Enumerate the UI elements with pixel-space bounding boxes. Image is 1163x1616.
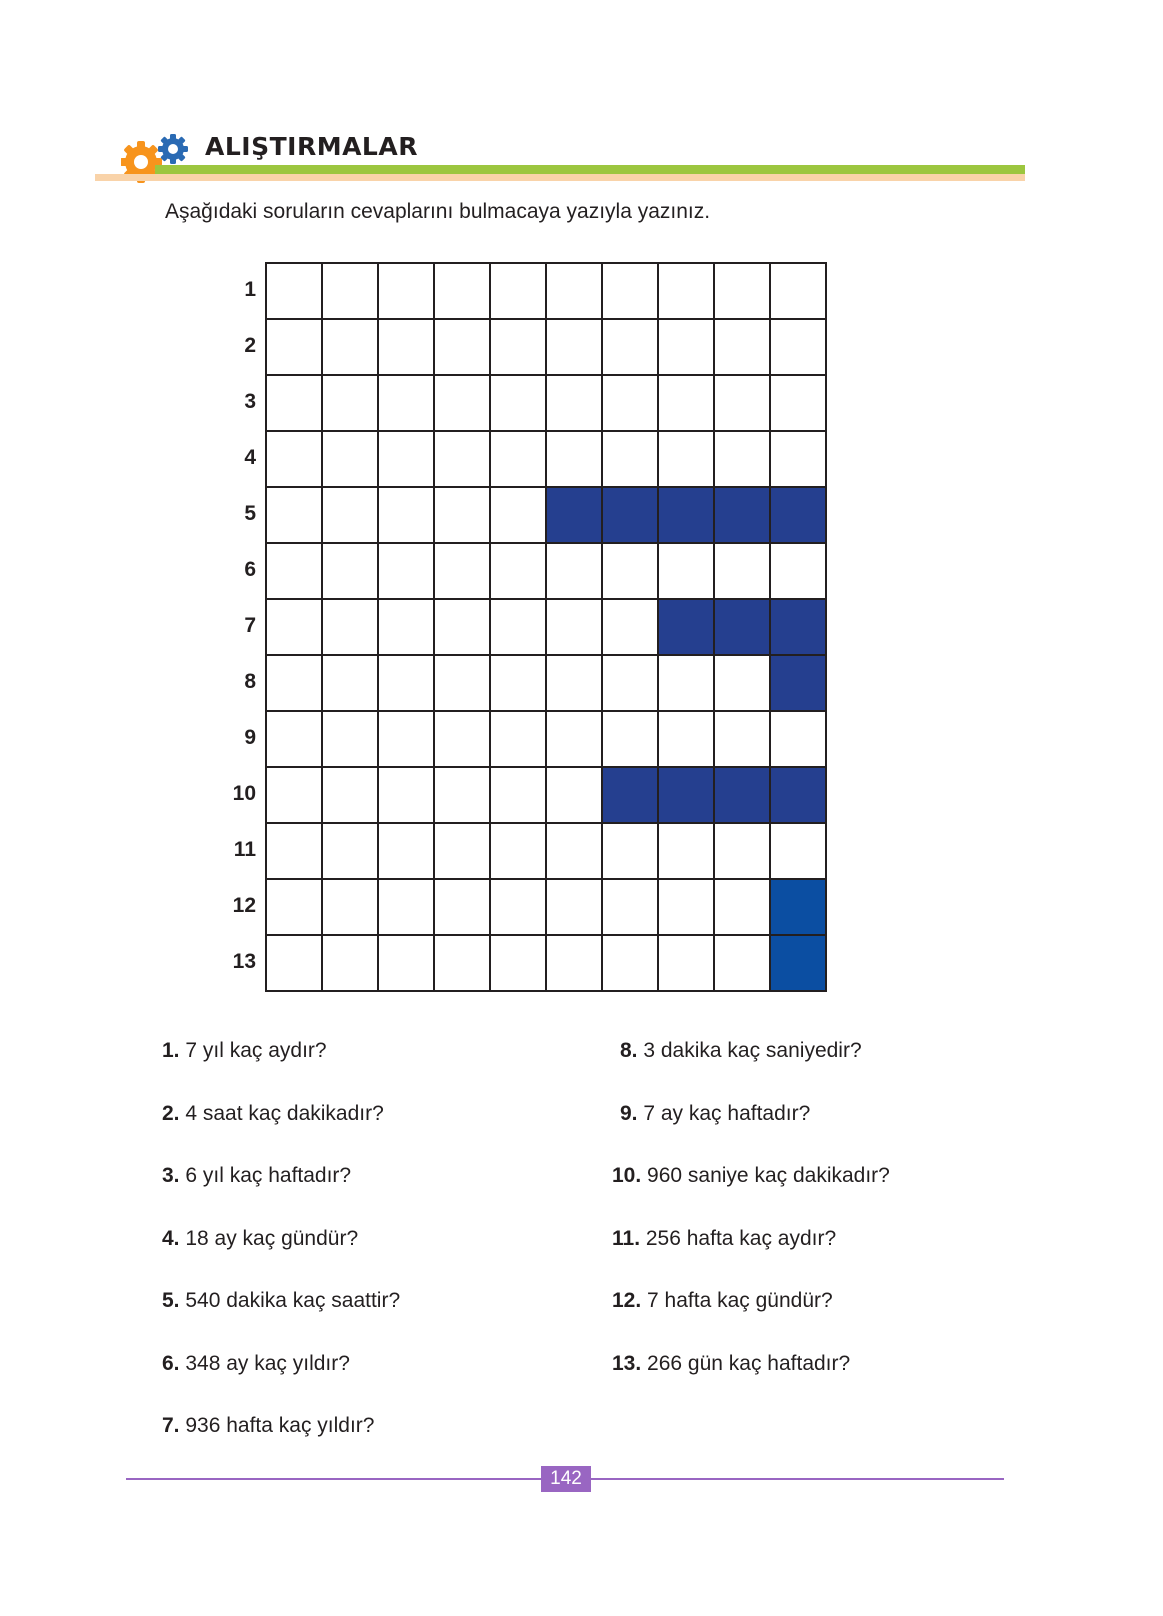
- grid-cell[interactable]: [267, 600, 323, 656]
- row-labels: [220, 262, 262, 990]
- grid-cell[interactable]: [547, 264, 603, 320]
- question-text: 7 yıl kaç aydır?: [179, 1039, 327, 1062]
- grid-cell[interactable]: [659, 264, 715, 320]
- grid-cell[interactable]: [435, 376, 491, 432]
- question-number: 11.: [612, 1226, 641, 1250]
- question-text: 18 ay kaç gündür?: [179, 1226, 359, 1250]
- footer-line-right: [591, 1478, 1004, 1480]
- grid-cell[interactable]: [659, 712, 715, 768]
- grid-cell[interactable]: [323, 264, 379, 320]
- grid-cell-shaded: [771, 936, 827, 992]
- grid-cell[interactable]: [323, 432, 379, 488]
- grid-cell[interactable]: [379, 432, 435, 488]
- question-item: [162, 1414, 374, 1438]
- grid-cell[interactable]: [659, 824, 715, 880]
- grid-cell[interactable]: [491, 264, 547, 320]
- grid-cell[interactable]: [547, 936, 603, 992]
- instruction-text: Aşağıdaki soruların cevaplarını bulmacaya yazıyla yazınız.: [165, 200, 711, 223]
- row-label: 7: [244, 614, 256, 637]
- question-item: [162, 1227, 358, 1251]
- grid-cell[interactable]: [435, 264, 491, 320]
- grid-cell-shaded: [659, 600, 715, 656]
- grid-cell[interactable]: [659, 544, 715, 600]
- grid-cell[interactable]: [547, 768, 603, 824]
- grid-cell-shaded: [547, 488, 603, 544]
- grid-cell[interactable]: [547, 656, 603, 712]
- grid-cell[interactable]: [715, 376, 771, 432]
- grid-cell[interactable]: [379, 712, 435, 768]
- row-label: 13: [232, 950, 256, 973]
- row-label: 3: [244, 390, 256, 413]
- grid-cell[interactable]: [379, 824, 435, 880]
- footer-line-left: [126, 1478, 541, 1480]
- grid-cell-shaded: [771, 768, 827, 824]
- grid-cell[interactable]: [603, 320, 659, 376]
- grid-cell[interactable]: [491, 712, 547, 768]
- grid-cell[interactable]: [323, 768, 379, 824]
- grid-cell[interactable]: [715, 880, 771, 936]
- grid-cell[interactable]: [547, 376, 603, 432]
- grid-cell-shaded: [715, 600, 771, 656]
- question-item: [620, 1039, 862, 1063]
- grid-cell[interactable]: [267, 320, 323, 376]
- grid-cell-shaded: [603, 488, 659, 544]
- grid-cell[interactable]: [323, 880, 379, 936]
- row-label: 11: [233, 838, 256, 861]
- question-number: 2.: [162, 1101, 180, 1125]
- grid-cell[interactable]: [491, 432, 547, 488]
- row-label: 10: [232, 782, 256, 805]
- grid-cell[interactable]: [491, 320, 547, 376]
- grid-cell[interactable]: [715, 544, 771, 600]
- grid-cell[interactable]: [491, 824, 547, 880]
- grid-cell-shaded: [603, 768, 659, 824]
- question-item: [612, 1289, 833, 1313]
- grid-cell[interactable]: [491, 488, 547, 544]
- grid-cell[interactable]: [491, 600, 547, 656]
- grid-cell[interactable]: [547, 432, 603, 488]
- grid-cell[interactable]: [267, 880, 323, 936]
- question-number: 5.: [162, 1289, 180, 1312]
- grid-cell[interactable]: [267, 432, 323, 488]
- grid-cell[interactable]: [267, 488, 323, 544]
- grid-cell-shaded: [715, 488, 771, 544]
- grid-cell[interactable]: [267, 824, 323, 880]
- grid-cell[interactable]: [323, 600, 379, 656]
- grid-cell[interactable]: [267, 544, 323, 600]
- question-item: [612, 1352, 850, 1376]
- question-number: 7.: [162, 1414, 180, 1437]
- grid-cell[interactable]: [379, 488, 435, 544]
- grid-cell[interactable]: [547, 544, 603, 600]
- grid-cell[interactable]: [435, 432, 491, 488]
- grid-cell[interactable]: [323, 712, 379, 768]
- question-number: 3.: [162, 1164, 180, 1187]
- grid-cell[interactable]: [491, 936, 547, 992]
- grid-cell[interactable]: [771, 712, 827, 768]
- question-text: 6 yıl kaç haftadır?: [179, 1164, 352, 1187]
- crossword-grid: [265, 262, 827, 992]
- grid-cell[interactable]: [715, 432, 771, 488]
- grid-cell[interactable]: [267, 656, 323, 712]
- header-bar-peach: [95, 174, 1025, 181]
- row-label: 5: [244, 502, 256, 525]
- grid-cell[interactable]: [603, 432, 659, 488]
- question-text: 3 dakika kaç saniyedir?: [637, 1039, 862, 1062]
- grid-cell[interactable]: [603, 880, 659, 936]
- grid-cell[interactable]: [547, 712, 603, 768]
- grid-cell[interactable]: [715, 264, 771, 320]
- section-header: [95, 128, 1025, 188]
- grid-cell[interactable]: [267, 264, 323, 320]
- row-label: 1: [244, 278, 256, 301]
- question-text: 348 ay kaç yıldır?: [179, 1351, 350, 1375]
- grid-cell[interactable]: [659, 936, 715, 992]
- grid-cell[interactable]: [771, 824, 827, 880]
- question-text: 540 dakika kaç saattir?: [179, 1289, 401, 1312]
- header-bar-green: [155, 165, 1025, 174]
- question-number: 8.: [620, 1039, 638, 1062]
- grid-cell[interactable]: [603, 656, 659, 712]
- grid-cell[interactable]: [491, 880, 547, 936]
- grid-cell-shaded: [771, 656, 827, 712]
- grid-cell[interactable]: [491, 544, 547, 600]
- grid-cell[interactable]: [715, 824, 771, 880]
- question-item: [612, 1164, 890, 1188]
- question-text: 7 ay kaç haftadır?: [637, 1101, 811, 1125]
- grid-cell[interactable]: [715, 656, 771, 712]
- grid-cell[interactable]: [267, 712, 323, 768]
- grid-cell[interactable]: [491, 768, 547, 824]
- grid-cell[interactable]: [379, 600, 435, 656]
- grid-cell[interactable]: [547, 880, 603, 936]
- question-number: 6.: [162, 1351, 180, 1375]
- row-label: 8: [244, 670, 256, 693]
- grid-cell[interactable]: [491, 376, 547, 432]
- question-item: [162, 1164, 351, 1188]
- section-title: ALIŞTIRMALAR: [205, 132, 418, 161]
- grid-cell[interactable]: [715, 712, 771, 768]
- grid-cell[interactable]: [323, 488, 379, 544]
- page-number: 142: [541, 1466, 591, 1492]
- question-text: 4 saat kaç dakikadır?: [179, 1101, 384, 1125]
- grid-cell[interactable]: [435, 880, 491, 936]
- grid-cell[interactable]: [435, 936, 491, 992]
- grid-cell[interactable]: [603, 600, 659, 656]
- grid-cell[interactable]: [771, 376, 827, 432]
- grid-cell[interactable]: [715, 936, 771, 992]
- grid-cell[interactable]: [659, 432, 715, 488]
- grid-cell[interactable]: [547, 824, 603, 880]
- question-number: 1.: [162, 1039, 180, 1062]
- question-number: 12.: [612, 1289, 642, 1312]
- grid-cell[interactable]: [379, 768, 435, 824]
- grid-cell[interactable]: [379, 320, 435, 376]
- row-label: 12: [232, 894, 256, 917]
- grid-cell-shaded: [715, 768, 771, 824]
- grid-cell[interactable]: [379, 936, 435, 992]
- question-text: 960 saniye kaç dakikadır?: [641, 1164, 890, 1187]
- question-text: 256 hafta kaç aydır?: [640, 1226, 837, 1250]
- grid-cell[interactable]: [603, 712, 659, 768]
- grid-cell[interactable]: [715, 320, 771, 376]
- question-text: 7 hafta kaç gündür?: [641, 1289, 833, 1312]
- row-label: 4: [244, 446, 256, 469]
- grid-cell[interactable]: [435, 712, 491, 768]
- grid-cell[interactable]: [491, 656, 547, 712]
- grid-cell[interactable]: [547, 320, 603, 376]
- question-number: 9.: [620, 1101, 638, 1125]
- grid-cell[interactable]: [323, 936, 379, 992]
- grid-cell[interactable]: [435, 488, 491, 544]
- row-label: 2: [244, 334, 256, 357]
- grid-cell[interactable]: [267, 936, 323, 992]
- grid-cell[interactable]: [435, 824, 491, 880]
- grid-cell[interactable]: [379, 376, 435, 432]
- grid-cell[interactable]: [771, 320, 827, 376]
- grid-cell[interactable]: [603, 824, 659, 880]
- grid-cell[interactable]: [267, 768, 323, 824]
- grid-cell[interactable]: [267, 376, 323, 432]
- grid-cell[interactable]: [659, 376, 715, 432]
- grid-cell[interactable]: [547, 600, 603, 656]
- grid-cell[interactable]: [379, 656, 435, 712]
- question-item: [612, 1227, 836, 1251]
- grid-cell[interactable]: [435, 768, 491, 824]
- grid-cell[interactable]: [603, 936, 659, 992]
- question-item: [162, 1102, 384, 1126]
- grid-cell[interactable]: [379, 544, 435, 600]
- question-item: [162, 1039, 327, 1063]
- grid-cell[interactable]: [659, 320, 715, 376]
- grid-cell-shaded: [771, 488, 827, 544]
- grid-cell[interactable]: [323, 544, 379, 600]
- grid-cell[interactable]: [659, 656, 715, 712]
- question-number: 4.: [162, 1226, 180, 1250]
- question-number: 10.: [612, 1164, 642, 1187]
- grid-cell[interactable]: [603, 544, 659, 600]
- grid-cell-shaded: [659, 488, 715, 544]
- grid-cell[interactable]: [323, 824, 379, 880]
- question-number: 13.: [612, 1351, 642, 1375]
- grid-cell[interactable]: [771, 432, 827, 488]
- grid-cell[interactable]: [435, 600, 491, 656]
- grid-cell[interactable]: [659, 880, 715, 936]
- grid-cell[interactable]: [323, 320, 379, 376]
- row-label: 6: [244, 558, 256, 581]
- grid-cell[interactable]: [603, 376, 659, 432]
- grid-cell[interactable]: [435, 656, 491, 712]
- grid-cell-shaded: [771, 880, 827, 936]
- row-label: 9: [244, 726, 256, 749]
- grid-cell-shaded: [771, 600, 827, 656]
- question-item: [162, 1289, 400, 1313]
- question-item: [162, 1352, 350, 1376]
- grid-cell[interactable]: [603, 264, 659, 320]
- grid-cell[interactable]: [771, 544, 827, 600]
- question-text: 936 hafta kaç yıldır?: [179, 1414, 375, 1437]
- grid-cell[interactable]: [379, 264, 435, 320]
- grid-cell-shaded: [659, 768, 715, 824]
- question-item: [620, 1102, 810, 1126]
- grid-cell[interactable]: [323, 376, 379, 432]
- grid-cell[interactable]: [323, 656, 379, 712]
- grid-cell[interactable]: [379, 880, 435, 936]
- grid-cell[interactable]: [435, 320, 491, 376]
- grid-cell[interactable]: [435, 544, 491, 600]
- grid-cell[interactable]: [771, 264, 827, 320]
- question-text: 266 gün kaç haftadır?: [641, 1351, 851, 1375]
